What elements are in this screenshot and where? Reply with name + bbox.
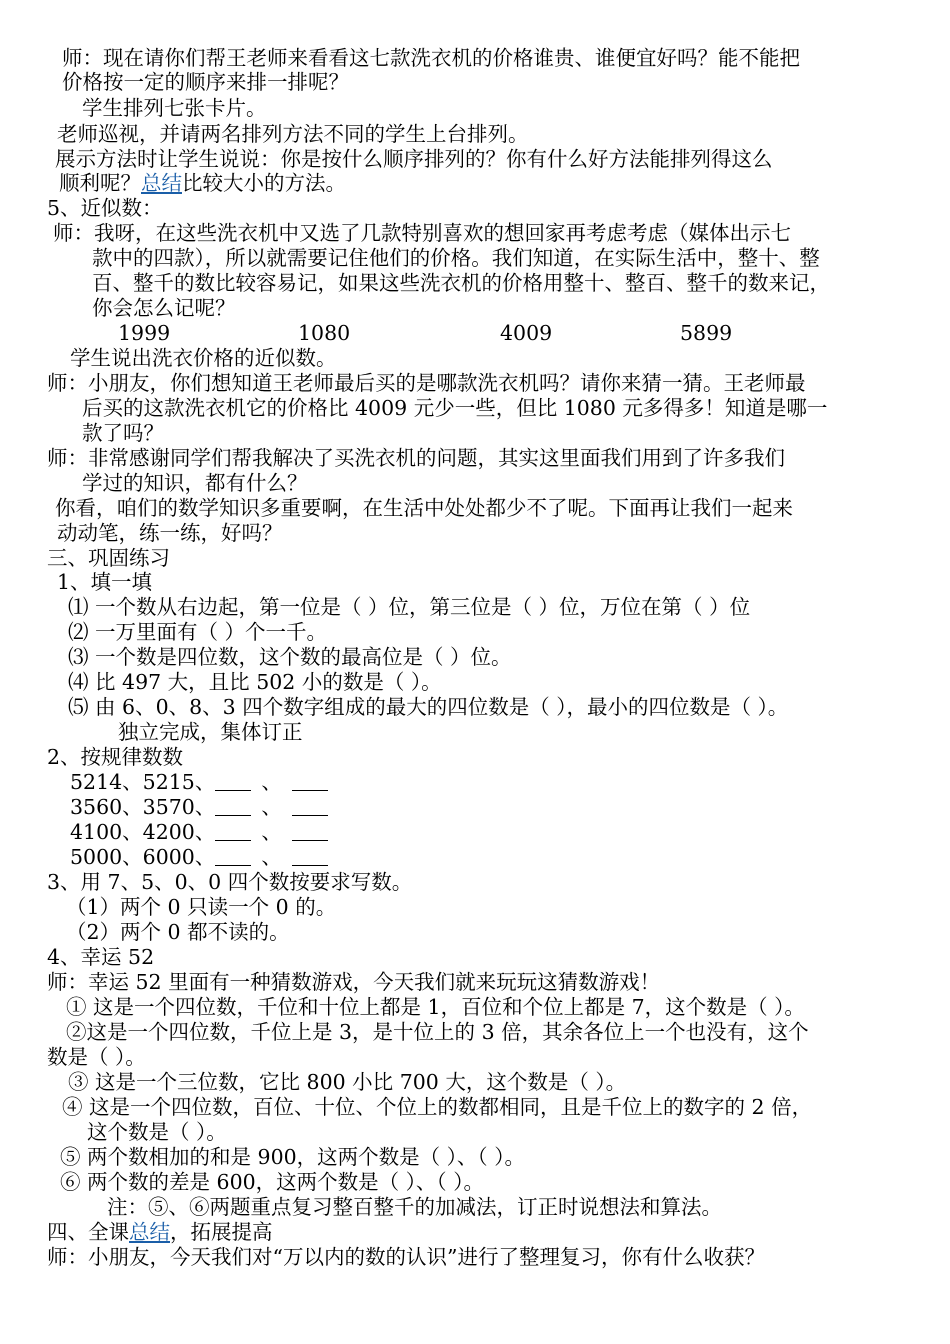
q2-row-1	[70, 770, 328, 794]
q4-clue-1: ① 这是一个四位数，千位和十位上都是 1，百位和个位上都是 7，这个数是（ ）。	[66, 995, 805, 1019]
q2-row-3-seq: 4100、4200、	[70, 820, 216, 844]
q1-item-3: ⑶ 一个数是四位数，这个数的最高位是（ ）位。	[68, 645, 512, 669]
separator: 、	[261, 845, 282, 869]
q1-item-4: ⑷ 比 497 大，且比 502 小的数是（ ）。	[68, 670, 442, 694]
show-method-text-pre: 顺利呢？	[59, 171, 141, 195]
q2-title: 2、按规律数数	[47, 745, 184, 769]
blank[interactable]	[215, 797, 251, 816]
q1-item-5: ⑸ 由 6、0、8、3 四个数字组成的最大的四位数是（ ），最小的四位数是（ ）。	[68, 695, 789, 719]
thanks-line1: 师：非常感谢同学们帮我解决了买洗衣机的问题，其实这里面我们用到了许多我们	[47, 446, 785, 470]
section5-teacher-line3: 百、整千的数比较容易记，如果这些洗衣机的价格用整十、整百、整千的数来记，	[92, 271, 830, 295]
price-5899: 5899	[680, 321, 733, 345]
q4-clue-4-line2: 这个数是（ ）。	[87, 1120, 227, 1144]
blank[interactable]	[292, 772, 328, 791]
show-method-line1: 展示方法时让学生说说：你是按什么顺序排列的？你有什么好方法能排列得这么	[55, 147, 773, 171]
show-method-text-post: 比较大小的方法。	[182, 171, 346, 195]
summary-link[interactable]: 总结	[129, 1220, 170, 1244]
q2-row-4-seq: 5000、6000、	[70, 845, 216, 869]
q4-clue-4-line1: ④ 这是一个四位数，百位、十位、个位上的数都相同，且是千位上的数字的 2 倍，	[62, 1095, 813, 1119]
student-approx-line: 学生说出洗衣价格的近似数。	[70, 346, 337, 370]
q1-item-2: ⑵ 一万里面有（ ）个一千。	[68, 620, 328, 644]
q3-title: 3、用 7、5、0、0 四个数按要求写数。	[47, 870, 413, 894]
thanks-line2: 学过的知识，都有什么？	[82, 471, 308, 495]
closing-line: 师：小朋友，今天我们对“万以内的数的认识”进行了整理复习，你有什么收获？	[47, 1245, 765, 1269]
q4-clue-2-line1: ②这是一个四位数，千位上是 3，是十位上的 3 倍，其余各位上一个也没有，这个	[66, 1020, 809, 1044]
q4-note: 注：⑤、⑥两题重点复习整百整千的加减法，订正时说想法和算法。	[107, 1195, 722, 1219]
q3-item-2: （2）两个 0 都不读的。	[66, 920, 290, 944]
price-1999: 1999	[118, 321, 171, 345]
part4-text-pre: 四、全课	[47, 1220, 129, 1244]
para1-line2: 价格按一定的顺序来排一排呢？	[62, 70, 349, 94]
q2-row-2-seq: 3560、3570、	[70, 795, 216, 819]
separator: 、	[261, 820, 282, 844]
q4-clue-2-line2: 数是（ ）。	[47, 1045, 146, 1069]
section5-teacher-line1: 师：我呀，在这些洗衣机中又选了几款特别喜欢的想回家再考虑考虑（媒体出示七	[53, 221, 791, 245]
guess-line3: 款了吗？	[82, 421, 164, 445]
summary-link[interactable]: 总结	[141, 171, 182, 195]
q4-clue-3: ③ 这是一个三位数，它比 800 小比 700 大，这个数是（ ）。	[68, 1070, 627, 1094]
q1-note: 独立完成，集体订正	[118, 720, 303, 744]
guess-line2: 后买的这款洗衣机它的价格比 4009 元少一些，但比 1080 元多得多！知道是哪一	[82, 396, 828, 420]
blank[interactable]	[215, 772, 251, 791]
q2-row-4	[70, 845, 328, 869]
blank[interactable]	[292, 797, 328, 816]
guess-line1: 师：小朋友，你们想知道王老师最后买的是哪款洗衣机吗？请你来猜一猜。王老师最	[47, 371, 806, 395]
price-1080: 1080	[298, 321, 351, 345]
teacher-patrol-line: 老师巡视，并请两名排列方法不同的学生上台排列。	[57, 122, 529, 146]
blank[interactable]	[292, 822, 328, 841]
blank[interactable]	[215, 822, 251, 841]
you-see-line2: 动动笔，练一练，好吗？	[57, 521, 283, 545]
student-sort-line: 学生排列七张卡片。	[82, 96, 267, 120]
q2-row-2	[70, 795, 328, 819]
q2-row-1-seq: 5214、5215、	[70, 770, 216, 794]
part3-title: 三、巩固练习	[47, 546, 170, 570]
you-see-line1: 你看，咱们的数学知识多重要啊，在生活中处处都少不了呢。下面再让我们一起来	[55, 496, 793, 520]
q4-clue-6: ⑥ 两个数的差是 600，这两个数是（ ）、（ ）。	[60, 1170, 484, 1194]
part4-text-post: ，拓展提高	[170, 1220, 273, 1244]
section5-teacher-line4: 你会怎么记呢？	[92, 296, 236, 320]
price-4009: 4009	[500, 321, 553, 345]
section5-title: 5、近似数：	[47, 196, 163, 220]
q2-row-3	[70, 820, 328, 844]
para1-line1: 师：现在请你们帮王老师来看看这七款洗衣机的价格谁贵、谁便宜好吗？能不能把	[62, 46, 800, 70]
separator: 、	[261, 770, 282, 794]
q1-item-1: ⑴ 一个数从右边起，第一位是（ ）位，第三位是（ ）位，万位在第（ ）位	[68, 595, 751, 619]
q4-intro: 师：幸运 52 里面有一种猜数游戏，今天我们就来玩玩这猜数游戏！	[47, 970, 661, 994]
q1-title: 1、填一填	[57, 570, 153, 594]
section5-teacher-line2: 款中的四款），所以就需要记住他们的价格。我们知道，在实际生活中，整十、整	[92, 246, 820, 270]
blank[interactable]	[215, 847, 251, 866]
show-method-line2	[59, 171, 346, 195]
q4-clue-5: ⑤ 两个数相加的和是 900，这两个数是（ ）、（ ）。	[60, 1145, 525, 1169]
part4-title	[47, 1220, 273, 1244]
separator: 、	[261, 795, 282, 819]
blank[interactable]	[292, 847, 328, 866]
q4-title: 4、幸运 52	[47, 945, 155, 969]
q3-item-1: （1）两个 0 只读一个 0 的。	[66, 895, 337, 919]
